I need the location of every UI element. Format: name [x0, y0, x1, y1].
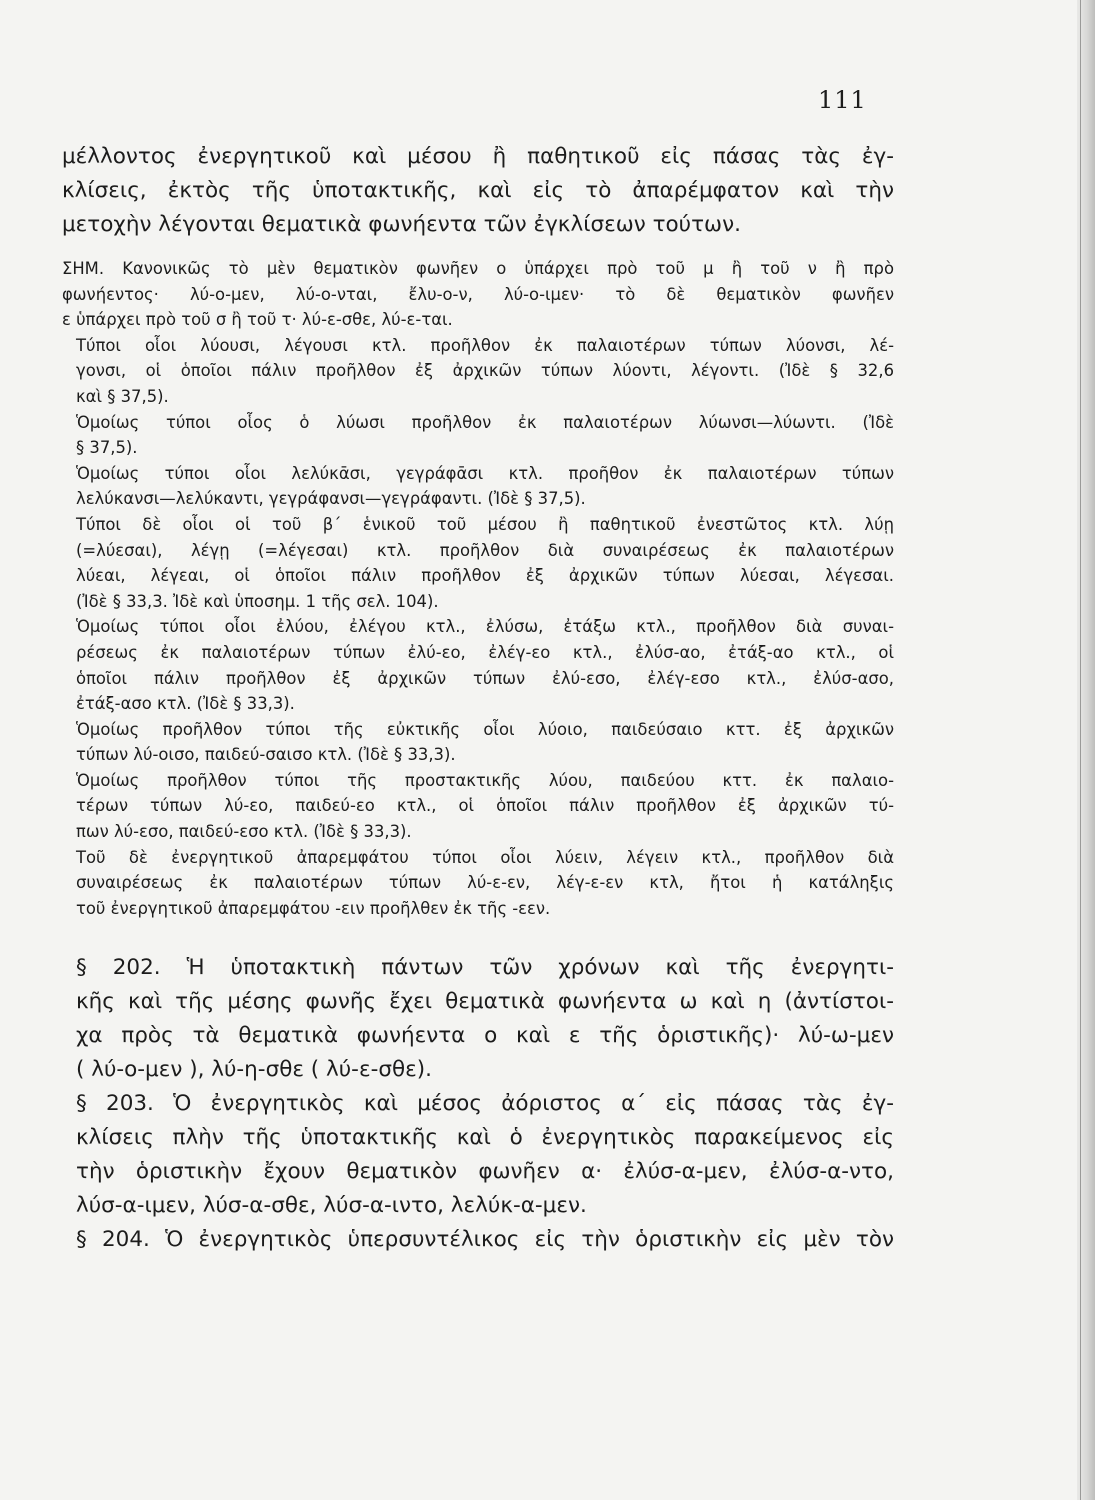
note-line: ε ὑπάρχει πρὸ τοῦ σ ἢ τοῦ τ· λύ-ε-σθε, λύ-ε-ται.: [62, 310, 453, 330]
note-line: ρέσεως ἐκ παλαιοτέρων τύπων ἐλύ-εο, ἐλέγ-εο κτλ., ἐλύσ-αο, ἐτάξ-αο κτλ., οἱ: [76, 642, 894, 662]
section-202: [62, 951, 894, 1087]
note-line: λύεαι, λέγεαι, οἱ ὁποῖοι πάλιν προῆλθον ἐξ ἀρχικῶν τύπων λύεσαι, λέγεσαι.: [76, 566, 894, 586]
section-line: § 202. Ἡ ὑποτακτικὴ πάντων τῶν χρόνων καὶ τῆς ἐνεργητι-: [76, 955, 894, 981]
note-line: τύπων λύ-οισο, παιδεύ-σαισο κτλ. (Ἰδὲ § 33,3).: [76, 745, 456, 765]
note-line: ΣΗΜ. Κανονικῶς τὸ μὲν θεματικὸν φωνῆεν ο ὑπάρχει πρὸ τοῦ μ ἢ τοῦ ν ἢ πρὸ: [62, 259, 894, 278]
note-paragraph: [62, 410, 894, 461]
section-203: [62, 1087, 894, 1223]
note-line: καὶ § 37,5).: [76, 386, 169, 406]
section-204: [62, 1223, 894, 1257]
note-line: Ὁμοίως τύποι οἷοι ἐλύου, ἐλέγου κτλ., ἐλύσω, ἐτάξω κτλ., προῆλθον διὰ συναι-: [76, 617, 894, 637]
note-line: πων λύ-εσο, παιδεύ-εσο κτλ. (Ἰδὲ § 33,3).: [76, 822, 412, 842]
note-line: Ὁμοίως προῆλθον τύποι τῆς προστακτικῆς λύου, παιδεύου κττ. ἐκ παλαιο-: [76, 770, 894, 790]
section-line: § 203. Ὁ ἐνεργητικὸς καὶ μέσος ἀόριστος α΄ εἰς πάσας τὰς ἐγ-: [76, 1091, 894, 1117]
note-line: (=λύεσαι), λέγῃ (=λέγεσαι) κτλ. προῆλθον διὰ συναιρέσεως ἐκ παλαιοτέρων: [76, 540, 894, 560]
page-body: [62, 140, 894, 1257]
note-paragraph: [62, 512, 894, 614]
note-line: φωνήεντος· λύ-ο-μεν, λύ-ο-νται, ἔλυ-ο-ν, λύ-ο-ιμεν· τὸ δὲ θεματικὸν φωνῆεν: [62, 284, 894, 304]
note-paragraph: [62, 845, 894, 922]
intro-line: κλίσεις, ἐκτὸς τῆς ὑποτακτικῆς, καὶ εἰς τὸ ἀπαρέμφατον καὶ τὴν: [62, 178, 894, 203]
page-number: 111: [818, 86, 867, 114]
note-line: συναιρέσεως ἐκ παλαιοτέρων τύπων λύ-ε-εν, λέγ-ε-εν κτλ, ἤτοι ἡ κατάληξις: [76, 873, 894, 893]
intro-line: μετοχὴν λέγονται θεματικὰ φωνήεντα τῶν ἐγκλίσεων τούτων.: [62, 212, 741, 237]
page-edge-line: [1080, 0, 1081, 1500]
note-line: Ὁμοίως προῆλθον τύποι τῆς εὐκτικῆς οἷοι λύοιο, παιδεύσαιο κττ. ἐξ ἀρχικῶν: [76, 719, 894, 739]
intro-paragraph: [62, 140, 894, 242]
note-line: ὁποῖοι πάλιν προῆλθον ἐξ ἀρχικῶν τύπων ἐλύ-εσο, ἐλέγ-εσο κτλ., ἐλύσ-ασο,: [76, 668, 894, 688]
note-line: τοῦ ἐνεργητικοῦ ἀπαρεμφάτου -ειν προῆλθεν ἐκ τῆς -εεν.: [76, 898, 551, 918]
intro-line: μέλλοντος ἐνεργητικοῦ καὶ μέσου ἢ παθητικοῦ εἰς πάσας τὰς ἐγ-: [62, 144, 894, 169]
note-paragraph: [62, 717, 894, 768]
section-line: § 204. Ὁ ἐνεργητικὸς ὑπερσυντέλικος εἰς τὴν ὁριστικὴν εἰς μὲν τὸν: [76, 1227, 894, 1253]
section-line: ( λύ-ο-μεν ), λύ-η-σθε ( λύ-ε-σθε).: [76, 1057, 432, 1083]
note-line: § 37,5).: [76, 438, 138, 458]
section-line: χα πρὸς τὰ θεματικὰ φωνήεντα ο καὶ ε τῆς ὁριστικῆς)· λύ-ω-μεν: [76, 1023, 894, 1049]
note-line: γονσι, οἱ ὁποῖοι πάλιν προῆλθον ἐξ ἀρχικῶν τύπων λύοντι, λέγοντι. (Ἰδὲ § 32,6: [76, 361, 894, 381]
note-line: Τύποι δὲ οἷοι οἱ τοῦ β΄ ἑνικοῦ τοῦ μέσου ἢ παθητικοῦ ἐνεστῶτος κτλ. λύῃ: [76, 514, 894, 534]
note-block: [62, 256, 894, 921]
note-line: λελύκανσι—λελύκαντι, γεγράφανσι—γεγράφαντι. (Ἰδὲ § 37,5).: [76, 489, 586, 509]
note-paragraph: [62, 768, 894, 845]
note-line: (Ἰδὲ § 33,3. Ἰδὲ καὶ ὑποσημ. 1 τῆς σελ. 104).: [76, 591, 439, 611]
note-paragraph: [62, 256, 894, 333]
note-line: Ὁμοίως τύποι οἷοι λελύκᾱσι, γεγράφᾱσι κτλ. προῆθον ἐκ παλαιοτέρων τύπων: [76, 463, 894, 483]
note-line: ἐτάξ-ασο κτλ. (Ἰδὲ § 33,3).: [76, 694, 295, 714]
note-line: Τύποι οἷοι λύουσι, λέγουσι κτλ. προῆλθον ἐκ παλαιοτέρων τύπων λύονσι, λέ-: [76, 335, 894, 355]
note-line: Ὁμοίως τύποι οἷος ὁ λύωσι προῆλθον ἐκ παλαιοτέρων λύωνσι—λύωντι. (Ἰδὲ: [76, 412, 894, 432]
note-paragraph: [62, 461, 894, 512]
note-paragraph: [62, 333, 894, 410]
section-line: λύσ-α-ιμεν, λύσ-α-σθε, λύσ-α-ιντο, λελύκ-α-μεν.: [76, 1193, 587, 1219]
section-line: κλίσεις πλὴν τῆς ὑποτακτικῆς καὶ ὁ ἐνεργητικὸς παρακείμενος εἰς: [76, 1125, 894, 1151]
note-line: τέρων τύπων λύ-εο, παιδεύ-εο κτλ., οἱ ὁποῖοι πάλιν προῆλθον ἐξ ἀρχικῶν τύ-: [76, 796, 894, 816]
section-line: τὴν ὁριστικὴν ἔχουν θεματικὸν φωνῆεν α· ἐλύσ-α-μεν, ἐλύσ-α-ντο,: [76, 1159, 894, 1185]
section-line: κῆς καὶ τῆς μέσης φωνῆς ἔχει θεματικὰ φωνήεντα ω καὶ η (ἀντίστοι-: [76, 989, 894, 1015]
note-paragraph: [62, 614, 894, 716]
note-line: Τοῦ δὲ ἐνεργητικοῦ ἀπαρεμφάτου τύποι οἷοι λύειν, λέγειν κτλ., προῆλθον διὰ: [76, 847, 894, 867]
